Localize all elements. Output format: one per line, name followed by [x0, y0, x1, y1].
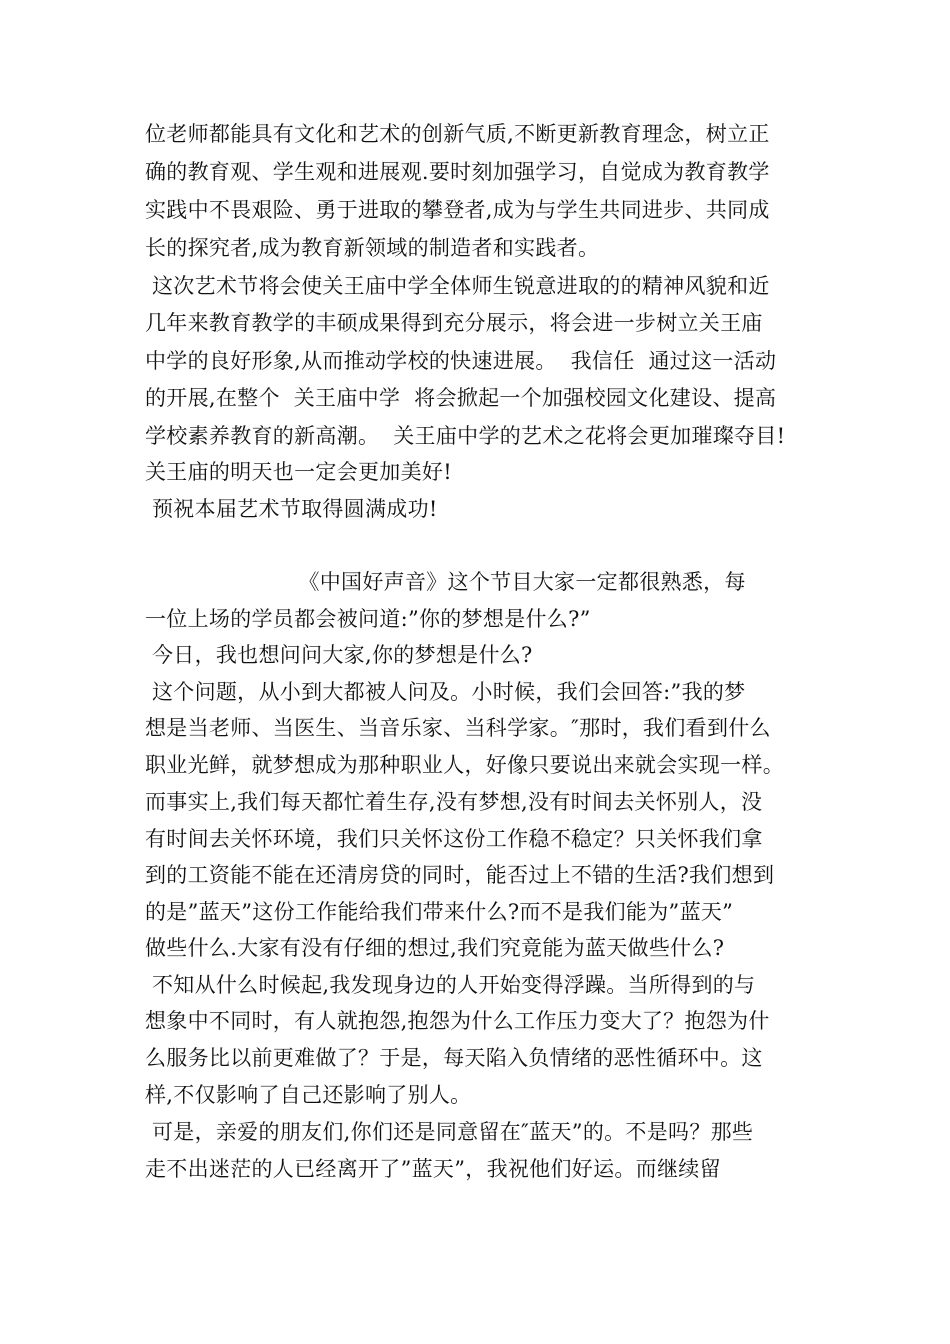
paragraph-line: 中学的良好形象,从而推动学校的快速进展。 我信任 通过这一活动 — [145, 349, 777, 373]
paragraph-line: 《中国好声音》这个节目大家一定都很熟悉，每 — [145, 570, 746, 594]
paragraph-line: 可是，亲爱的朋友们,你们还是同意留在″蓝天”的。不是吗？那些 — [145, 1120, 754, 1144]
paragraph-line: 一位上场的学员都会被问道:”你的梦想是什么?” — [145, 607, 591, 631]
paragraph-line: 有时间去关怀环境，我们只关怀这份工作稳不稳定？只关怀我们拿 — [145, 827, 763, 851]
paragraph-line: 做些什么.大家有没有仔细的想过,我们究竟能为蓝天做些什么? — [145, 936, 725, 960]
paragraph-line: 么服务比以前更难做了？于是，每天陷入负情绪的恶性循环中。这 — [145, 1046, 763, 1070]
paragraph-line: 确的教育观、学生观和进展观.要时刻加强学习，自觉成为教育教学 — [145, 160, 770, 184]
paragraph-line: 的开展,在整个 关王庙中学 将会掀起一个加强校园文化建设、提高 — [145, 386, 777, 410]
paragraph-line: 这个问题，从小到大都被人问及。小时候，我们会回答:”我的梦 — [145, 680, 746, 704]
paragraph-line: 样,不仅影响了自己还影响了别人。 — [145, 1083, 472, 1107]
paragraph-line: 到的工资能不能在还清房贷的同时，能否过上不错的生活?我们想到 — [145, 863, 775, 887]
paragraph-line: 今日，我也想问问大家,你的梦想是什么? — [145, 643, 533, 667]
paragraph-line: 职业光鲜，就梦想成为那种职业人，好像只要说出来就会实现一样。 — [145, 753, 784, 777]
paragraph-line: 这次艺术节将会使关王庙中学全体师生锐意进取的的精神风貌和近 — [145, 274, 770, 298]
paragraph-line: 位老师都能具有文化和艺术的创新气质,不断更新教育理念，树立正 — [145, 122, 770, 146]
paragraph-line: 走不出迷茫的人已经离开了”蓝天”，我祝他们好运。而继续留 — [145, 1157, 721, 1181]
paragraph-line: 学校素养教育的新高潮。 关王庙中学的艺术之花将会更加璀璨夺目! — [145, 424, 786, 448]
paragraph-line: 的是”蓝天”这份工作能给我们带来什么?而不是我们能为”蓝天” — [145, 900, 734, 924]
paragraph-line: 预祝本届艺术节取得圆满成功! — [145, 497, 438, 521]
paragraph-line: 几年来教育教学的丰硕成果得到充分展示，将会进一步树立关王庙 — [145, 311, 763, 335]
paragraph-line: 而事实上,我们每天都忙着生存,没有梦想,没有时间去关怀别人，没 — [145, 790, 763, 814]
paragraph-line: 想是当老师、当医生、当音乐家、当科学家。″那时，我们看到什么 — [145, 716, 771, 740]
paragraph-line: 想象中不同时，有人就抱怨,抱怨为什么工作压力变大了？抱怨为什 — [145, 1009, 770, 1033]
paragraph-line: 实践中不畏艰险、勇于进取的攀登者,成为与学生共同进步、共同成 — [145, 198, 770, 222]
paragraph-line: 长的探究者,成为教育新领域的制造者和实践者。 — [145, 236, 600, 260]
paragraph-line: 不知从什么时候起,我发现身边的人开始变得浮躁。当所得到的与 — [145, 973, 756, 997]
paragraph-line: 关王庙的明天也一定会更加美好! — [145, 460, 452, 484]
